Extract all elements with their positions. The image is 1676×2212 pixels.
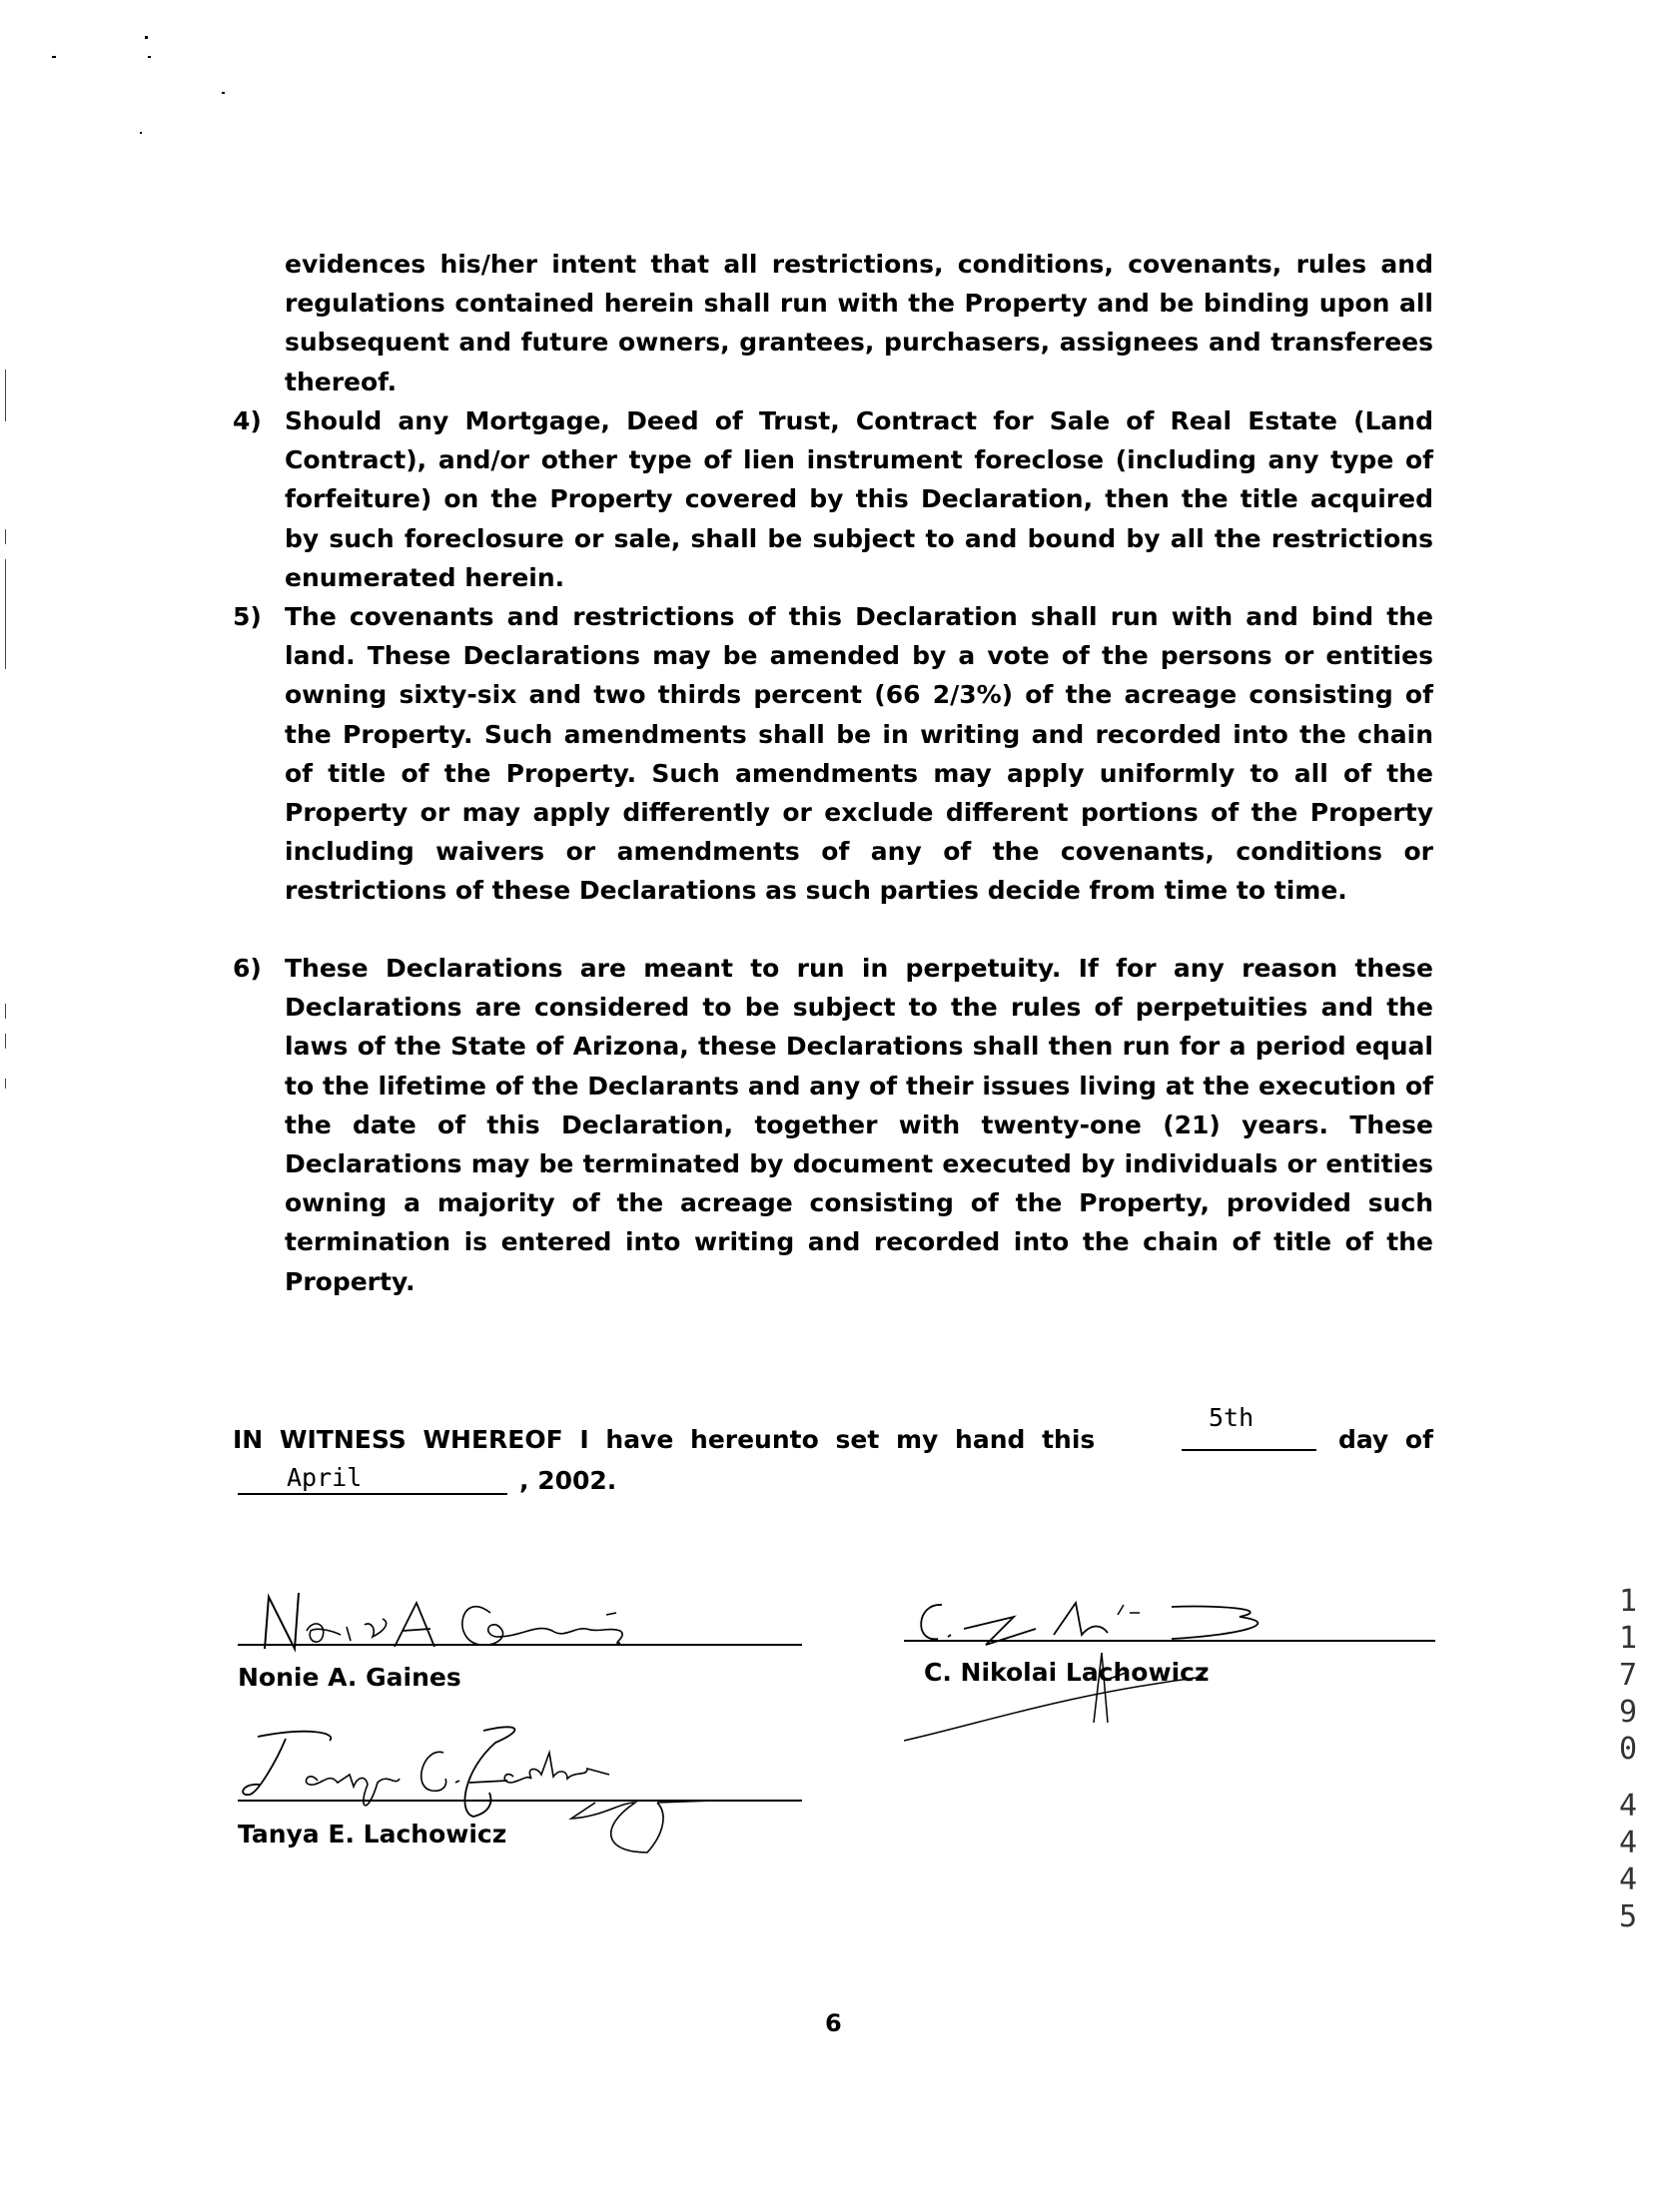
signer-name-nonie: Nonie A. Gaines	[238, 1663, 461, 1692]
day-blank	[1182, 1449, 1316, 1451]
clause-5	[233, 597, 1433, 911]
clause-text: These Declarations are meant to run in perpetuity. If for any reason these Declarations are considered to be subject to the rules of perpetuities and the laws of the State of Arizona, these Declarations shall then run for a period equal to the lifetime of the Declarants and any of their issues living at the execution of the date of this Declaration, together with twenty-one (21) years. These Declarations may be terminated by document executed by individuals or entities owning a majority of the acreage consisting of the Property, provided such termination is entered into writing and recorded into the chain of title of the Property.	[285, 954, 1433, 1296]
margin-artifact	[5, 529, 6, 544]
clause-text: The covenants and restrictions of this Declaration shall run with and bind the land. These Declarations may be amended by a vote of the persons or entities owning sixty-six and two thirds percent (66 2/3%) of the acreage consisting of the Property. Such amendments shall be in writing and recorded into the chain of title of the Property. Such amendments may apply uniformly to all of the Property or may apply differently or exclude different portions of the Property including waivers or amendments of any of the covenants, conditions or restrictions of these Declarations as such parties decide from time to time.	[285, 602, 1433, 906]
clause-number: 6)	[233, 954, 262, 983]
signature-line	[904, 1640, 1435, 1642]
stamp-digit: 4	[1618, 1789, 1638, 1824]
clause-number: 4)	[233, 406, 262, 435]
signature-nonie-gaines	[255, 1583, 754, 1663]
stamp-digit: 1	[1618, 1584, 1638, 1619]
stamp-digit: 4	[1618, 1826, 1638, 1860]
clause-number: 5)	[233, 602, 262, 631]
clause-6	[233, 949, 1433, 1301]
margin-artifact	[5, 1004, 6, 1019]
signer-name-tanya: Tanya E. Lachowicz	[238, 1820, 507, 1848]
margin-artifact	[5, 1034, 6, 1049]
witness-lead: IN WITNESS WHEREOF I have hereunto set my hand this	[233, 1425, 1096, 1454]
clause-4	[233, 401, 1433, 597]
day-value: 5th	[1209, 1403, 1255, 1432]
page-number: 6	[825, 2009, 842, 2037]
recording-stamp	[1614, 1583, 1642, 1935]
clause-text: Should any Mortgage, Deed of Trust, Contract for Sale of Real Estate (Land Contract), and/or other type of lien instrument foreclose (including any type of forfeiture) on the Property covered by this Declaration, then the title acquired by such foreclosure or sale, shall be subject to and bound by all the restrictions enumerated herein.	[285, 406, 1433, 592]
year-suffix: , 2002.	[519, 1466, 617, 1495]
margin-artifact	[5, 369, 6, 421]
month-blank	[238, 1493, 507, 1495]
signature-line	[238, 1644, 802, 1646]
stamp-digit: 1	[1618, 1621, 1638, 1656]
stamp-digit: 7	[1618, 1658, 1638, 1693]
signer-name-nikolai: C. Nikolai Lachowicz	[924, 1658, 1210, 1687]
stamp-digit: 5	[1618, 1899, 1638, 1934]
stamp-digit: 0	[1618, 1732, 1638, 1767]
margin-artifact	[5, 559, 6, 669]
witness-day-of: day of	[1337, 1425, 1433, 1454]
signature-line	[238, 1800, 802, 1802]
stamp-digit: 9	[1618, 1695, 1638, 1730]
stamp-digit: 4	[1618, 1862, 1638, 1897]
margin-artifact	[5, 1079, 6, 1089]
clause-continuation: evidences his/her intent that all restrictions, conditions, covenants, rules and regulations contained herein shall run with the Property and be binding upon all subsequent and future owners, grantees, purchasers, assignees and transferees thereof.	[285, 250, 1433, 396]
month-value: April	[287, 1463, 363, 1492]
